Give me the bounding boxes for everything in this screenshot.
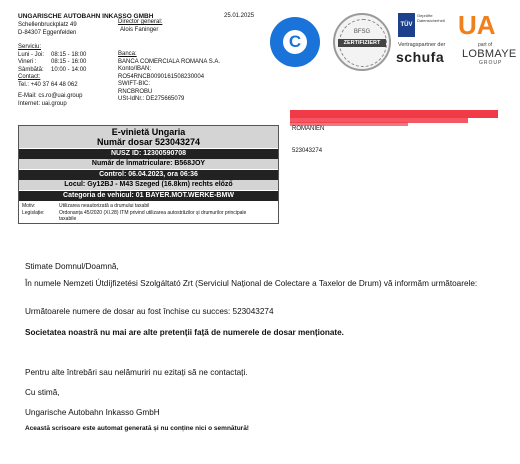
zertifiziert-seal-icon: BFSG ZERTIFIZIERT bbox=[333, 13, 391, 71]
company-address: Schellenbruckplatz 49 D-84307 Eggenfelden bbox=[18, 22, 77, 36]
lobmayer-logo: LOBMAYE bbox=[462, 48, 517, 60]
group-label: GROUP bbox=[479, 60, 503, 66]
part-of-label: part of bbox=[478, 42, 493, 48]
letter-paragraph-1: În numele Nemzeti Útdíjfizetési Szolgáltató Zrt (Serviciul Național de Colectare a Taxelor de Drum) vă informăm următoarele: bbox=[25, 279, 478, 288]
certification-badge-icon: C bbox=[270, 17, 320, 67]
letter-closing: Cu stimă, bbox=[25, 388, 60, 397]
letter-paragraph-3: Societatea noastră nu mai are alte pretenții față de numerele de dosar menționate. bbox=[25, 328, 344, 337]
case-info-box bbox=[18, 125, 279, 224]
infobox-details: Motiv: Utilizarea neautorizată a drumului taxabil Legislație: Ordonanța 45/2020 (XI.28) ITM privind utilizarea autostrăzilor și drumurilor principale taxabile bbox=[19, 201, 278, 223]
company-name: UNGARISCHE AUTOBAHN INKASSO GMBH bbox=[18, 13, 154, 20]
letter-paragraph-2: Următoarele numere de dosar au fost închise cu succes: 523043274 bbox=[25, 307, 274, 316]
control-location: Locul: Gy12BJ - M43 Szeged (16.8km) rechts előző bbox=[19, 180, 278, 190]
recipient-number: 523043274 bbox=[292, 148, 323, 154]
director-block: Director general: Alois Faninger bbox=[118, 19, 163, 33]
letter-paragraph-4: Pentru alte întrebări sau nelămuriri nu ezitați să ne contactați. bbox=[25, 368, 248, 377]
letter-greeting: Stimate Domnul/Doamnă, bbox=[25, 262, 119, 271]
infobox-subtitle: Număr dosar 523043274 bbox=[19, 137, 278, 148]
letter-signature: Ungarische Autobahn Inkasso GmbH bbox=[25, 408, 160, 417]
ua-logo: UA bbox=[458, 10, 496, 40]
control-time: Control: 06.04.2023, ora 06:36 bbox=[19, 169, 278, 180]
nusz-id: NUSZ ID: 12300590708 bbox=[19, 148, 278, 159]
bank-block: Banca: BANCA COMERCIALA ROMANA S.A. Konto/IBAN: RO54RNCB0090161508230004 SWIFT-BIC: RNCBROBU USt-IdNr.: DE275665079 bbox=[118, 51, 221, 102]
infobox-title: E-vinietă Ungaria bbox=[19, 126, 278, 137]
plate-number: Număr de înmatriculare: B568JOY bbox=[19, 159, 278, 169]
schufa-logo: schufa bbox=[396, 49, 445, 65]
tuv-logo: TÜV Geprüfte Datensicherheit bbox=[398, 13, 446, 39]
letter-footer-note: Această scrisoare este automat generată și nu conține nici o semnătură! bbox=[25, 425, 249, 432]
letter-date: 25.01.2025 bbox=[224, 13, 255, 19]
vehicle-category: Categoria de vehicul: 01 BAYER.MOT.WERKE-BMW bbox=[19, 190, 278, 201]
service-hours: Serviciu: Luni - Joi: 08:15 - 18:00 Vineri : 08:15 - 16:00 Sâmbătă: 10:00 - 14:00 Contact: Tel.: +40 37 64 48 062 E-Mail: cs.ro@uai.group Internet: uai.group bbox=[18, 44, 87, 107]
recipient-country: ROMANIEN bbox=[292, 126, 325, 132]
partner-line: Vertragspartner der bbox=[398, 42, 446, 48]
